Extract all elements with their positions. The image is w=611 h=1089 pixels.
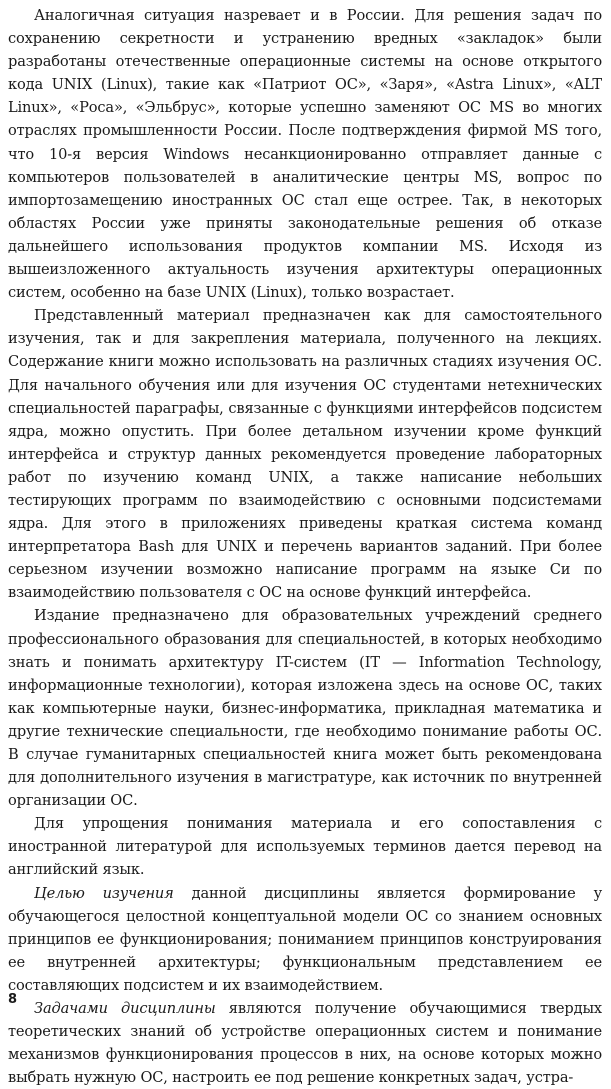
study-goal-lead: Целью изучения	[34, 884, 174, 902]
paragraph-import-substitution: Аналогичная ситуация назревает и в России. Для решения задач по сохранению секретности и устранению вредных «закладок» были разработаны отечественные операционные системы на основе открытого кода UNIX (Linux), такие как «Патриот ОС», «Заря», «Astra Linux», «ALT Linux», «Роса», «Эльбрус», которые успешно заменяют ОС MS во многих отраслях промышленности России. После подтверждения фирмой MS того, что 10-я версия Windows несанкционированно отправляет данные с компьютеров пользователей в аналитические центры MS, вопрос по импортозамещению иностранных ОС стал еще острее. Так, в некоторых областях России уже приняты законодательные решения об отказе дальнейшего использования продуктов компании MS. Исходя из вышеизложенного актуальность изучения архитектуры операционных систем, особенно на базе UNIX (Linux), только возрастает.	[8, 7, 602, 302]
paragraph-audience: Издание предназначено для образовательных учреждений среднего профессионального образования для специальностей, в которых необходимо знать и понимать архитектуру IT-систем (IT — Information Technology, информационные технологии), которая изложена здесь на основе ОС, таких как компьютерные науки, бизнес-информатика, прикладная математика и другие технические специальности, где необходимо понимание работы ОС. В случае гуманитарных специальностей книга может быть рекомендована для дополнительного изучения в магистратуре, как источник по внутренней организации ОС.	[8, 607, 602, 810]
paragraph-material-purpose: Представленный материал предназначен как для самостоятельного изучения, так и для закрепления материала, полученного на лекциях. Содержание книги можно использовать на различных стадиях изучения ОС. Для начального обучения или для изучения ОС студентами нетехнических специальностей параграфы, связанные с функциями интерфейсов подсистем ядра, можно опустить. При более детальном изучении кроме функций интерфейса и структур данных рекомендуется проведение лабораторных работ по изучению команд UNIX, а также написание небольших тестирующих программ по взаимодействию с основными подсистемами ядра. Для этого в приложениях приведены краткая система команд интерпретатора Bash для UNIX и перечень вариантов заданий. При более серьезном изучении возможно написание программ на языке Си по взаимодействию пользователя с ОС на основе функций интерфейса.	[8, 307, 602, 602]
study-tasks-lead: Задачами дисциплины	[34, 1000, 216, 1018]
paragraph-translation-note: Для упрощения понимания материала и его сопоставления с иностранной литературой для используемых терминов дается перевод на английский язык.	[8, 815, 602, 879]
paragraph-study-tasks	[8, 997, 602, 1089]
study-goal-text: данной дисциплины является формирование у обучающегося целостной концептуальной модели ОС со знанием основных принципов ее функционирования; пониманием принципов конструирования ее внутренней архитектуры; функциональным представлением ее составляющих подсистем и их взаимодействием.	[8, 884, 603, 994]
study-tasks-text: являются получение обучающимися твердых теоретических знаний об устройстве операционных систем и понимание механизмов функционирования процессов в них, на основе которых можно выбрать нужную ОС, настроить ее под решение конкретных задач, устра-	[8, 1000, 602, 1087]
page-number: 8	[8, 992, 18, 1007]
paragraph-study-goal	[8, 882, 602, 997]
